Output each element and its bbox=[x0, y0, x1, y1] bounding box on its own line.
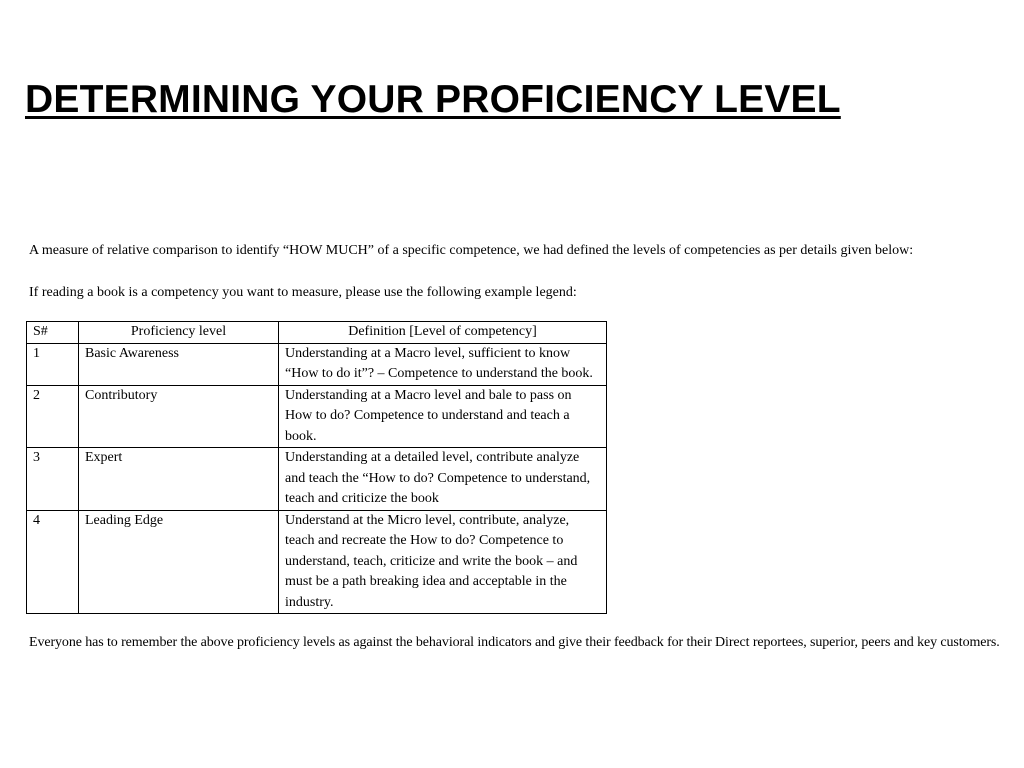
proficiency-legend-table bbox=[26, 321, 607, 614]
proficiency-level-cell: Basic Awareness bbox=[79, 343, 279, 385]
column-header-sn: S# bbox=[27, 322, 79, 344]
definition-cell: Understanding at a Macro level, sufficient to know “How to do it”? – Competence to understand the book. bbox=[279, 343, 607, 385]
row-number: 3 bbox=[27, 448, 79, 511]
table-row bbox=[27, 448, 607, 511]
table-row bbox=[27, 510, 607, 614]
proficiency-level-cell: Expert bbox=[79, 448, 279, 511]
table-header-row bbox=[27, 322, 607, 344]
intro-text: A measure of relative comparison to identify “HOW MUCH” of a specific competence, we had defined the levels of competencies as per details given below: bbox=[29, 243, 914, 258]
definition-cell: Understanding at a detailed level, contribute analyze and teach the “How to do? Competence to understand, teach and criticize the book bbox=[279, 448, 607, 511]
table-row bbox=[27, 385, 607, 448]
closing-text: Everyone has to remember the above proficiency levels as against the behavioral indicators and give their feedback for their Direct reportees, superior, peers and key customers. bbox=[29, 635, 1000, 650]
legend-intro-text: If reading a book is a competency you want to measure, please use the following example legend: bbox=[29, 285, 577, 300]
definition-cell: Understand at the Micro level, contribute, analyze, teach and recreate the How to do? Competence to understand, teach, criticize and write the book – and must be a path breaking idea and acceptable in the industry. bbox=[279, 510, 607, 614]
row-number: 2 bbox=[27, 385, 79, 448]
slide-title: DETERMINING YOUR PROFICIENCY LEVEL bbox=[25, 78, 841, 121]
definition-cell: Understanding at a Macro level and bale to pass on How to do? Competence to understand and teach a book. bbox=[279, 385, 607, 448]
column-header-definition: Definition [Level of competency] bbox=[279, 322, 607, 344]
table-row bbox=[27, 343, 607, 385]
row-number: 4 bbox=[27, 510, 79, 614]
proficiency-level-cell: Contributory bbox=[79, 385, 279, 448]
column-header-proficiency-level: Proficiency level bbox=[79, 322, 279, 344]
proficiency-level-cell: Leading Edge bbox=[79, 510, 279, 614]
row-number: 1 bbox=[27, 343, 79, 385]
